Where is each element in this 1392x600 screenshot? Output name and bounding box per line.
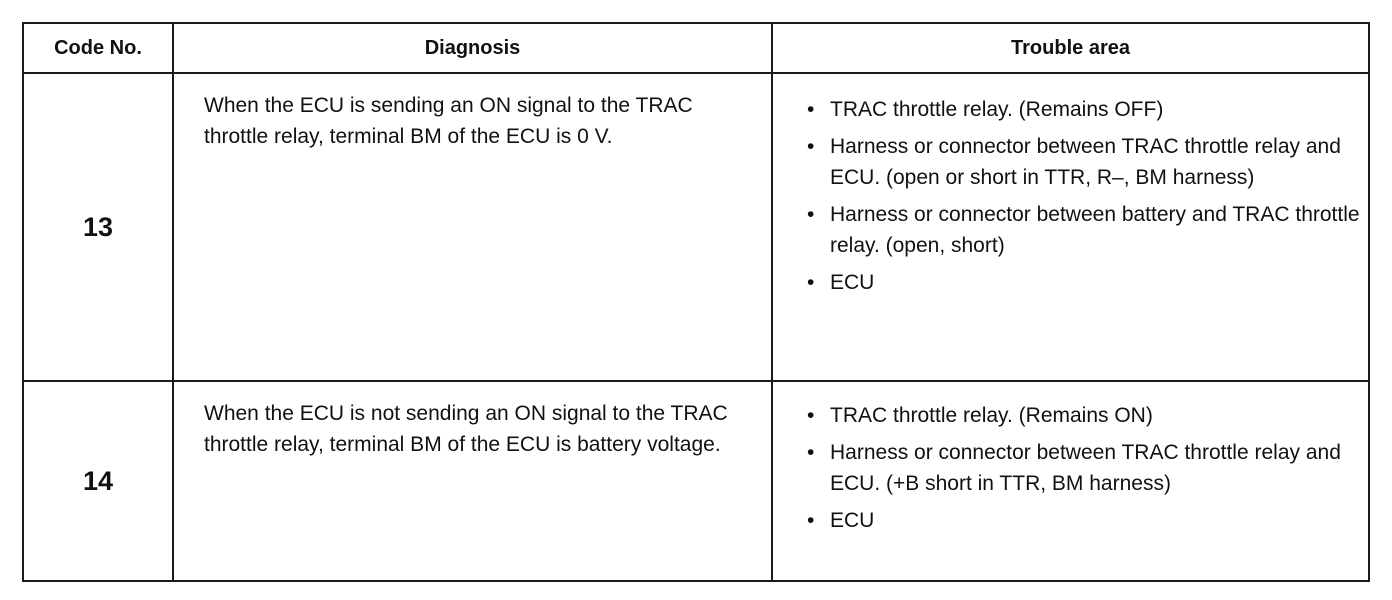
bullet-icon: • bbox=[807, 203, 815, 226]
trouble-area-item bbox=[802, 267, 1372, 298]
bullet-icon: • bbox=[807, 404, 815, 427]
trouble-area-text: TRAC throttle relay. (Remains ON) bbox=[830, 404, 1153, 427]
trouble-area-text: ECU bbox=[830, 271, 875, 294]
trouble-area-list bbox=[802, 400, 1372, 542]
row-divider bbox=[24, 380, 1368, 382]
trouble-area-text: Harness or connector between battery and TRAC throttle relay. (open, short) bbox=[830, 203, 1360, 257]
row-diagnosis: When the ECU is not sending an ON signal to the TRAC throttle relay, terminal BM of the ECU is battery voltage. bbox=[204, 402, 728, 456]
header-diagnosis: Diagnosis bbox=[424, 36, 521, 59]
trouble-area-item bbox=[802, 400, 1372, 431]
trouble-area-item bbox=[802, 505, 1372, 536]
trouble-area-item bbox=[802, 437, 1372, 499]
trouble-area-item bbox=[802, 131, 1372, 193]
diagnostic-code-table bbox=[22, 22, 1370, 582]
trouble-area-item bbox=[802, 199, 1372, 261]
row-diagnosis: When the ECU is sending an ON signal to the TRAC throttle relay, terminal BM of the ECU is 0 V. bbox=[204, 94, 693, 148]
bullet-icon: • bbox=[807, 441, 815, 464]
bullet-icon: • bbox=[807, 271, 815, 294]
bullet-icon: • bbox=[807, 98, 815, 121]
row-code: 13 bbox=[82, 211, 114, 242]
bullet-icon: • bbox=[807, 135, 815, 158]
row-code: 14 bbox=[82, 465, 114, 496]
trouble-area-text: TRAC throttle relay. (Remains OFF) bbox=[830, 98, 1164, 121]
column-divider-code bbox=[172, 24, 174, 580]
bullet-icon: • bbox=[807, 509, 815, 532]
trouble-area-text: Harness or connector between TRAC throttle relay and ECU. (+B short in TTR, BM harness) bbox=[830, 441, 1341, 495]
trouble-area-text: ECU bbox=[830, 509, 875, 532]
trouble-area-list bbox=[802, 94, 1372, 304]
trouble-area-item bbox=[802, 94, 1372, 125]
trouble-area-text: Harness or connector between TRAC throttle relay and ECU. (open or short in TTR, R–, BM harness) bbox=[830, 135, 1341, 189]
header-trouble-area: Trouble area bbox=[1011, 36, 1130, 59]
header-divider bbox=[24, 72, 1368, 74]
column-divider-diagnosis bbox=[771, 24, 773, 580]
header-code-no: Code No. bbox=[54, 36, 142, 59]
